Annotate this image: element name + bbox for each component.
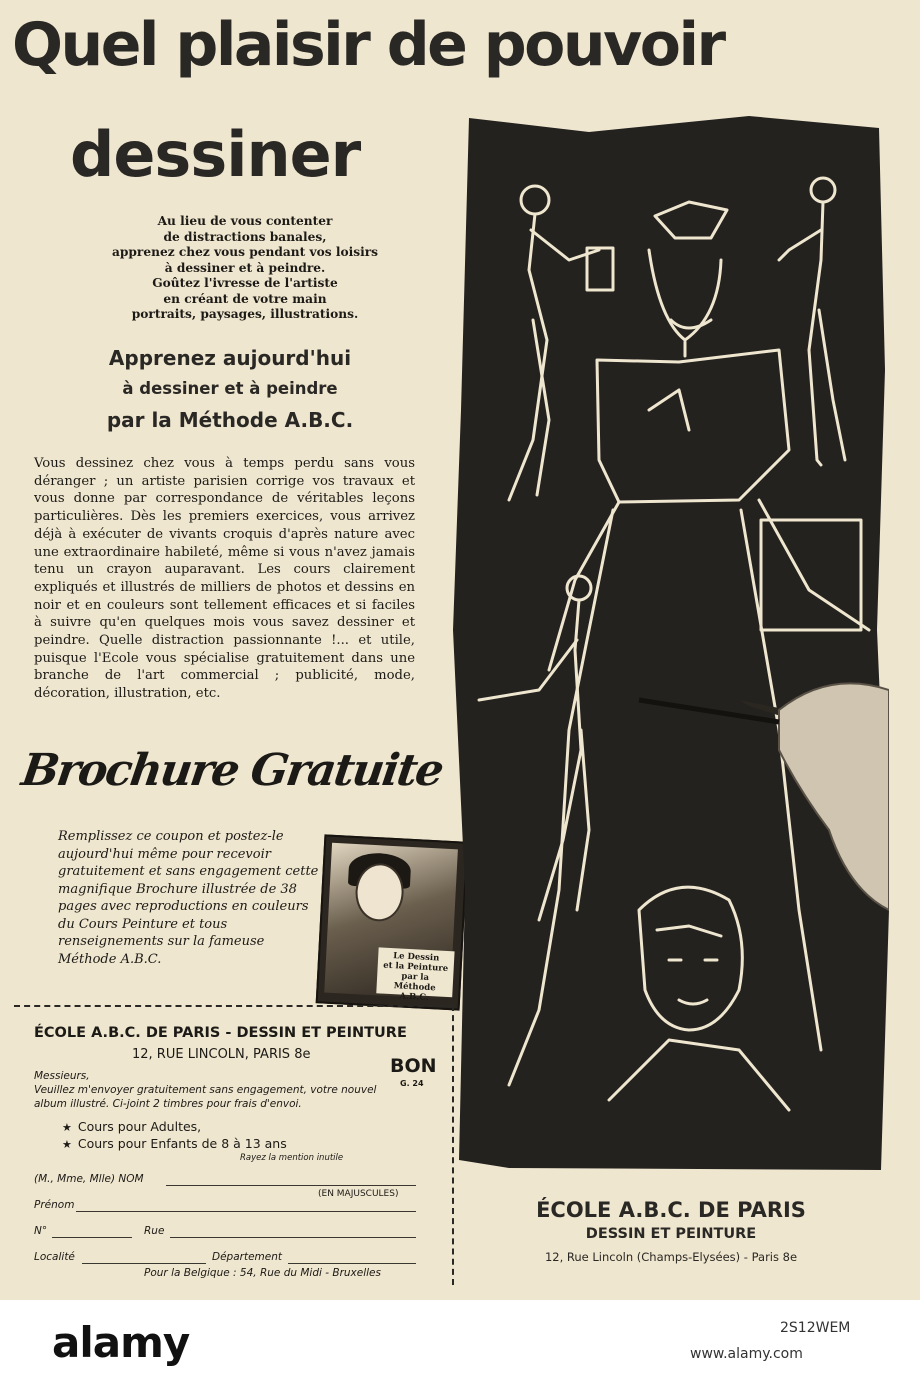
coupon-request: Veuillez m'envoyer gratuitement sans engagement, votre nouvel album illustré. Ci-joint 2 timbres pour frais d'envoi. [34,1084,377,1110]
field-name-label: (M., Mme, Mlle) NOM [34,1173,144,1185]
field-rue-line[interactable] [170,1237,416,1238]
field-number-label: N° [34,1225,48,1237]
field-departement-label: Département [212,1251,282,1263]
coupon-option-label: Cours pour Enfants de 8 à 13 ans [77,1136,287,1151]
headline-line-2: dessiner [70,118,361,191]
coupon-school-name: ÉCOLE A.B.C. DE PARIS - DESSIN ET PEINTURE [34,1025,407,1041]
ink-background [453,116,889,1170]
intro-line: en créant de votre main [163,291,327,306]
intro-paragraph [60,214,430,323]
coupon-bon-code: G. 24 [400,1079,424,1088]
field-caps-note: (EN MAJUSCULES) [318,1189,399,1199]
field-prenom-line[interactable] [76,1211,416,1212]
field-localite-label: Localité [34,1251,75,1263]
intro-line: Au lieu de vous contenter [157,214,333,228]
alamy-logo: alamy [52,1318,190,1367]
coupon-option-adults[interactable] [62,1119,287,1136]
school-discipline: DESSIN ET PEINTURE [585,1226,757,1242]
stock-footer [0,1300,920,1390]
intro-line: apprenez chez vous pendant vos loisirs [111,245,379,259]
stock-site-url[interactable]: www.alamy.com [690,1346,803,1362]
coupon-option-label: Cours pour Adultes, [77,1119,202,1134]
coupon-bon: BON [390,1055,437,1077]
field-number-line[interactable] [52,1237,132,1238]
field-departement-line[interactable] [288,1263,416,1264]
coupon-options [62,1119,287,1153]
coupon-note: Rayez la mention inutile [240,1153,344,1163]
star-icon: ★ [62,1138,72,1151]
book-title-line: Méthode A.B.C. [393,981,436,1004]
book-cover-title [376,947,454,1004]
brochure-text: Remplissez ce coupon et postez-le aujourd'hui même pour recevoir gratuitement et sans engagement cette magnifique Brochure illustrée de 38 pages avec reproductions en couleurs du Cours Peinture et tous renseignements sur la fameuse Méthode A.B.C. [58,829,319,967]
field-name-line[interactable] [166,1185,416,1186]
coupon-belgium-address: Pour la Belgique : 54, Rue du Midi - Bruxelles [144,1267,381,1279]
subheadline-line-2: à dessiner et à peindre [122,379,338,398]
book-title-line: et la Peinture [382,960,449,974]
intro-line: Goûtez l'ivresse de l'artiste [152,276,338,290]
book-title-line: Le Dessin [392,951,440,964]
coupon-message [34,1069,404,1111]
order-coupon[interactable] [14,1005,454,1285]
intro-line: portraits, paysages, illustrations. [131,307,359,321]
coupon-address: 12, RUE LINCOLN, PARIS 8e [132,1047,311,1062]
school-address: 12, Rue Lincoln (Champs-Elysées) - Paris 8e [544,1250,798,1264]
body-text: Vous dessinez chez vous à temps perdu sans vous déranger ; un artiste parisien corrige vos travaux et vous donne par correspondance de véritables leçons particulières. Dès les premiers exercices, vous arrivez déjà à exécuter de vivants croquis d'après nature avec une extraordinaire habileté, même si vous n'avez jamais tenu un crayon auparavant. Les cours clairement expliqués et illustrés de milliers de photos et dessins en noir et en couleurs sont tellement efficaces et si faciles à suivre qu'en quelques mois vous savez dessiner et peindre. Quelle distraction passionnante !... et utile, puisque l'Ecole vous spécialise gratuitement dans une branche de l'art commercial ; publicité, mode, décoration, illustration, etc. [34,456,415,702]
school-block [466,1196,876,1270]
headline-line-1: Quel plaisir de pouvoir [12,10,724,80]
subheadline-line-1: Apprenez aujourd'hui [108,346,352,370]
intro-line: à dessiner et à peindre. [164,260,326,275]
field-prenom-label: Prénom [34,1199,75,1211]
intro-line: de distractions banales, [163,229,327,244]
stock-image-id: 2S12WEM [780,1320,851,1336]
brochure-book-image [316,834,469,1010]
subheadline-line-3: par la Méthode A.B.C. [106,408,354,432]
star-icon: ★ [62,1121,72,1134]
school-name: ÉCOLE A.B.C. DE PARIS [536,1198,806,1222]
coupon-greeting: Messieurs, [34,1070,90,1082]
fashion-illustration [449,110,889,1170]
book-title-line: par la [401,971,430,984]
coupon-option-children[interactable] [62,1136,287,1153]
field-rue-label: Rue [144,1225,165,1237]
field-localite-line[interactable] [82,1263,206,1264]
subheadline [30,342,430,436]
brochure-title: Brochure Gratuite [18,745,446,796]
